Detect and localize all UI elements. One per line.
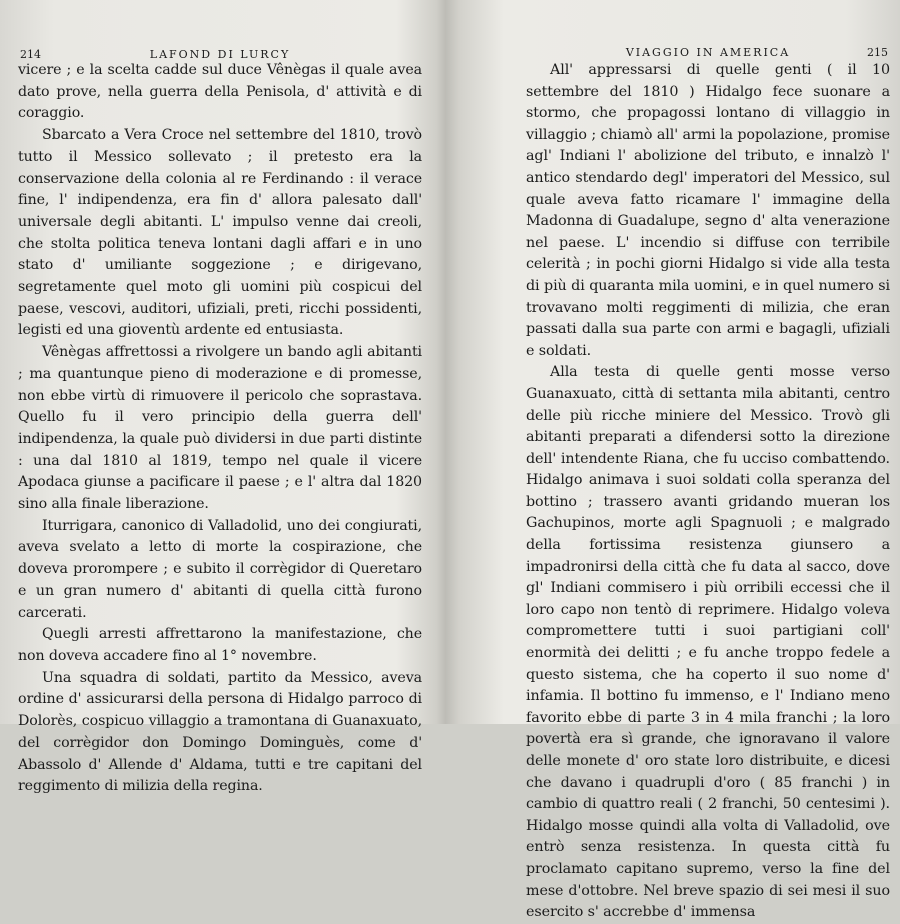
left-page [18, 40, 422, 798]
paragraph: Quegli arresti affrettarono la manifestazione, che non doveva accadere fino al 1° novembre. [18, 626, 422, 664]
running-head-right [526, 40, 890, 60]
running-head-title-left: LAFOND DI LURCY [149, 48, 291, 61]
left-page-text [18, 60, 422, 798]
paragraph: vicere ; e la scelta cadde sul duce Vênègas il quale avea dato prove, nella guerra della Penisola, d' attività e di coraggio. [18, 62, 422, 122]
page-number-left: 214 [20, 48, 41, 61]
paragraph: Iturrigara, canonico di Valladolid, uno dei congiurati, aveva svelato a letto di morte la cospirazione, che doveva prorompere ; e subito il corrègidor di Queretaro e un gran numero d' abitanti di quella città furono carcerati. [18, 517, 422, 621]
running-head-title-right: VIAGGIO IN AMERICA [625, 46, 791, 59]
page-number-right: 215 [867, 46, 888, 59]
right-page [526, 40, 890, 924]
paragraph: Una squadra di soldati, partito da Messico, aveva ordine d' assicurarsi della persona di Hidalgo parroco di Dolorès, cospicuo villaggio a tramontana di Guanaxuato, del corrègidor don Domingo Dominguès, come d' Abassolo d' Allende d' Aldama, tutti e tre capitani del reggimento di milizia della regina. [18, 669, 422, 795]
paragraph: Vênègas affrettossi a rivolgere un bando agli abitanti ; ma quantunque pieno di moderazione e di promesse, non ebbe virtù di rimuovere il pericolo che soprastava. Quello fu il vero principio della guerra dell' indipendenza, la quale può dividersi in due parti distinte : una dal 1810 al 1819, tempo nel quale il vicere Apodaca giunse a pacificare il paese ; e l' altra dal 1820 sino alla finale liberazione. [18, 344, 422, 513]
right-page-text [526, 60, 890, 924]
paragraph: Sbarcato a Vera Croce nel settembre del 1810, trovò tutto il Messico sollevato ; il pretesto era la conservazione della colonia al re Ferdinando : il verace fine, l' indipendenza, era fin d' allora palesato dall' universale degli abitanti. L' impulso venne dai creoli, che stolta politica teneva lontani dagli affari e in uno stato d' umiliante soggezione ; e dirigevano, segretamente quel moto gli uomini più cospicui del paese, vescovi, auditori, ufiziali, preti, ricchi possidenti, legisti ed una gioventù ardente ed entusiasta. [18, 127, 422, 339]
paragraph: All' appressarsi di quelle genti ( il 10 settembre del 1810 ) Hidalgo fece suonare a stormo, che propagossi lontano di villaggio in villaggio ; chiamò all' armi la popolazione, promise agl' Indiani l' abolizione del tributo, e innalzò l' antico stendardo degl' imperatori del Messico, sul quale aveva fatto ricamare l' immagine della Madonna di Guadalupe, segno d' alta venerazione nel paese. L' incendio si diffuse con terribile celerità ; in pochi giorni Hidalgo si vide alla testa di più di quaranta mila uomini, e in quel numero si trovavano molti reggimenti di milizia, che eran passati dalla sua parte con armi e bagagli, ufiziali e soldati. [526, 62, 890, 359]
running-head-left [18, 40, 422, 60]
paragraph: Alla testa di quelle genti mosse verso Guanaxuato, città di settanta mila abitanti, centro delle più ricche miniere del Messico. Trovò gli abitanti preparati a difendersi sotto la direzione dell' intendente Riana, che fu ucciso combattendo. Hidalgo animava i suoi soldati colla speranza del bottino ; trassero avanti gridando mueran los Gachupinos, morte agli Spagnuoli ; e malgrado della fortissima resistenza giunsero a impadronirsi della città che fu data al sacco, dove gl' Indiani commisero i più orribili eccessi che il loro capo non tentò di reprimere. Hidalgo voleva compromettere tutti i suoi partigiani coll' enormità dei delitti ; e fu anche troppo fedele a questo sistema, che ha coperto il suo nome d' infamia. Il bottino fu immenso, e l' Indiano meno favorito ebbe di parte 3 in 4 mila franchi ; la loro povertà era sì grande, che ignoravano il valore delle monete d' oro state loro distribuite, e dicesi che davano i quadrupli d'oro ( 85 franchi ) in cambio di quattro reali ( 2 franchi, 50 centesimi ). Hidalgo mosse quindi alla volta di Valladolid, ove entrò senza resistenza. In questa città fu proclamato capitano supremo, verso la fine del mese d'ottobre. Nel breve spazio di sei mesi il suo esercito s' accrebbe d' immensa [526, 364, 890, 921]
